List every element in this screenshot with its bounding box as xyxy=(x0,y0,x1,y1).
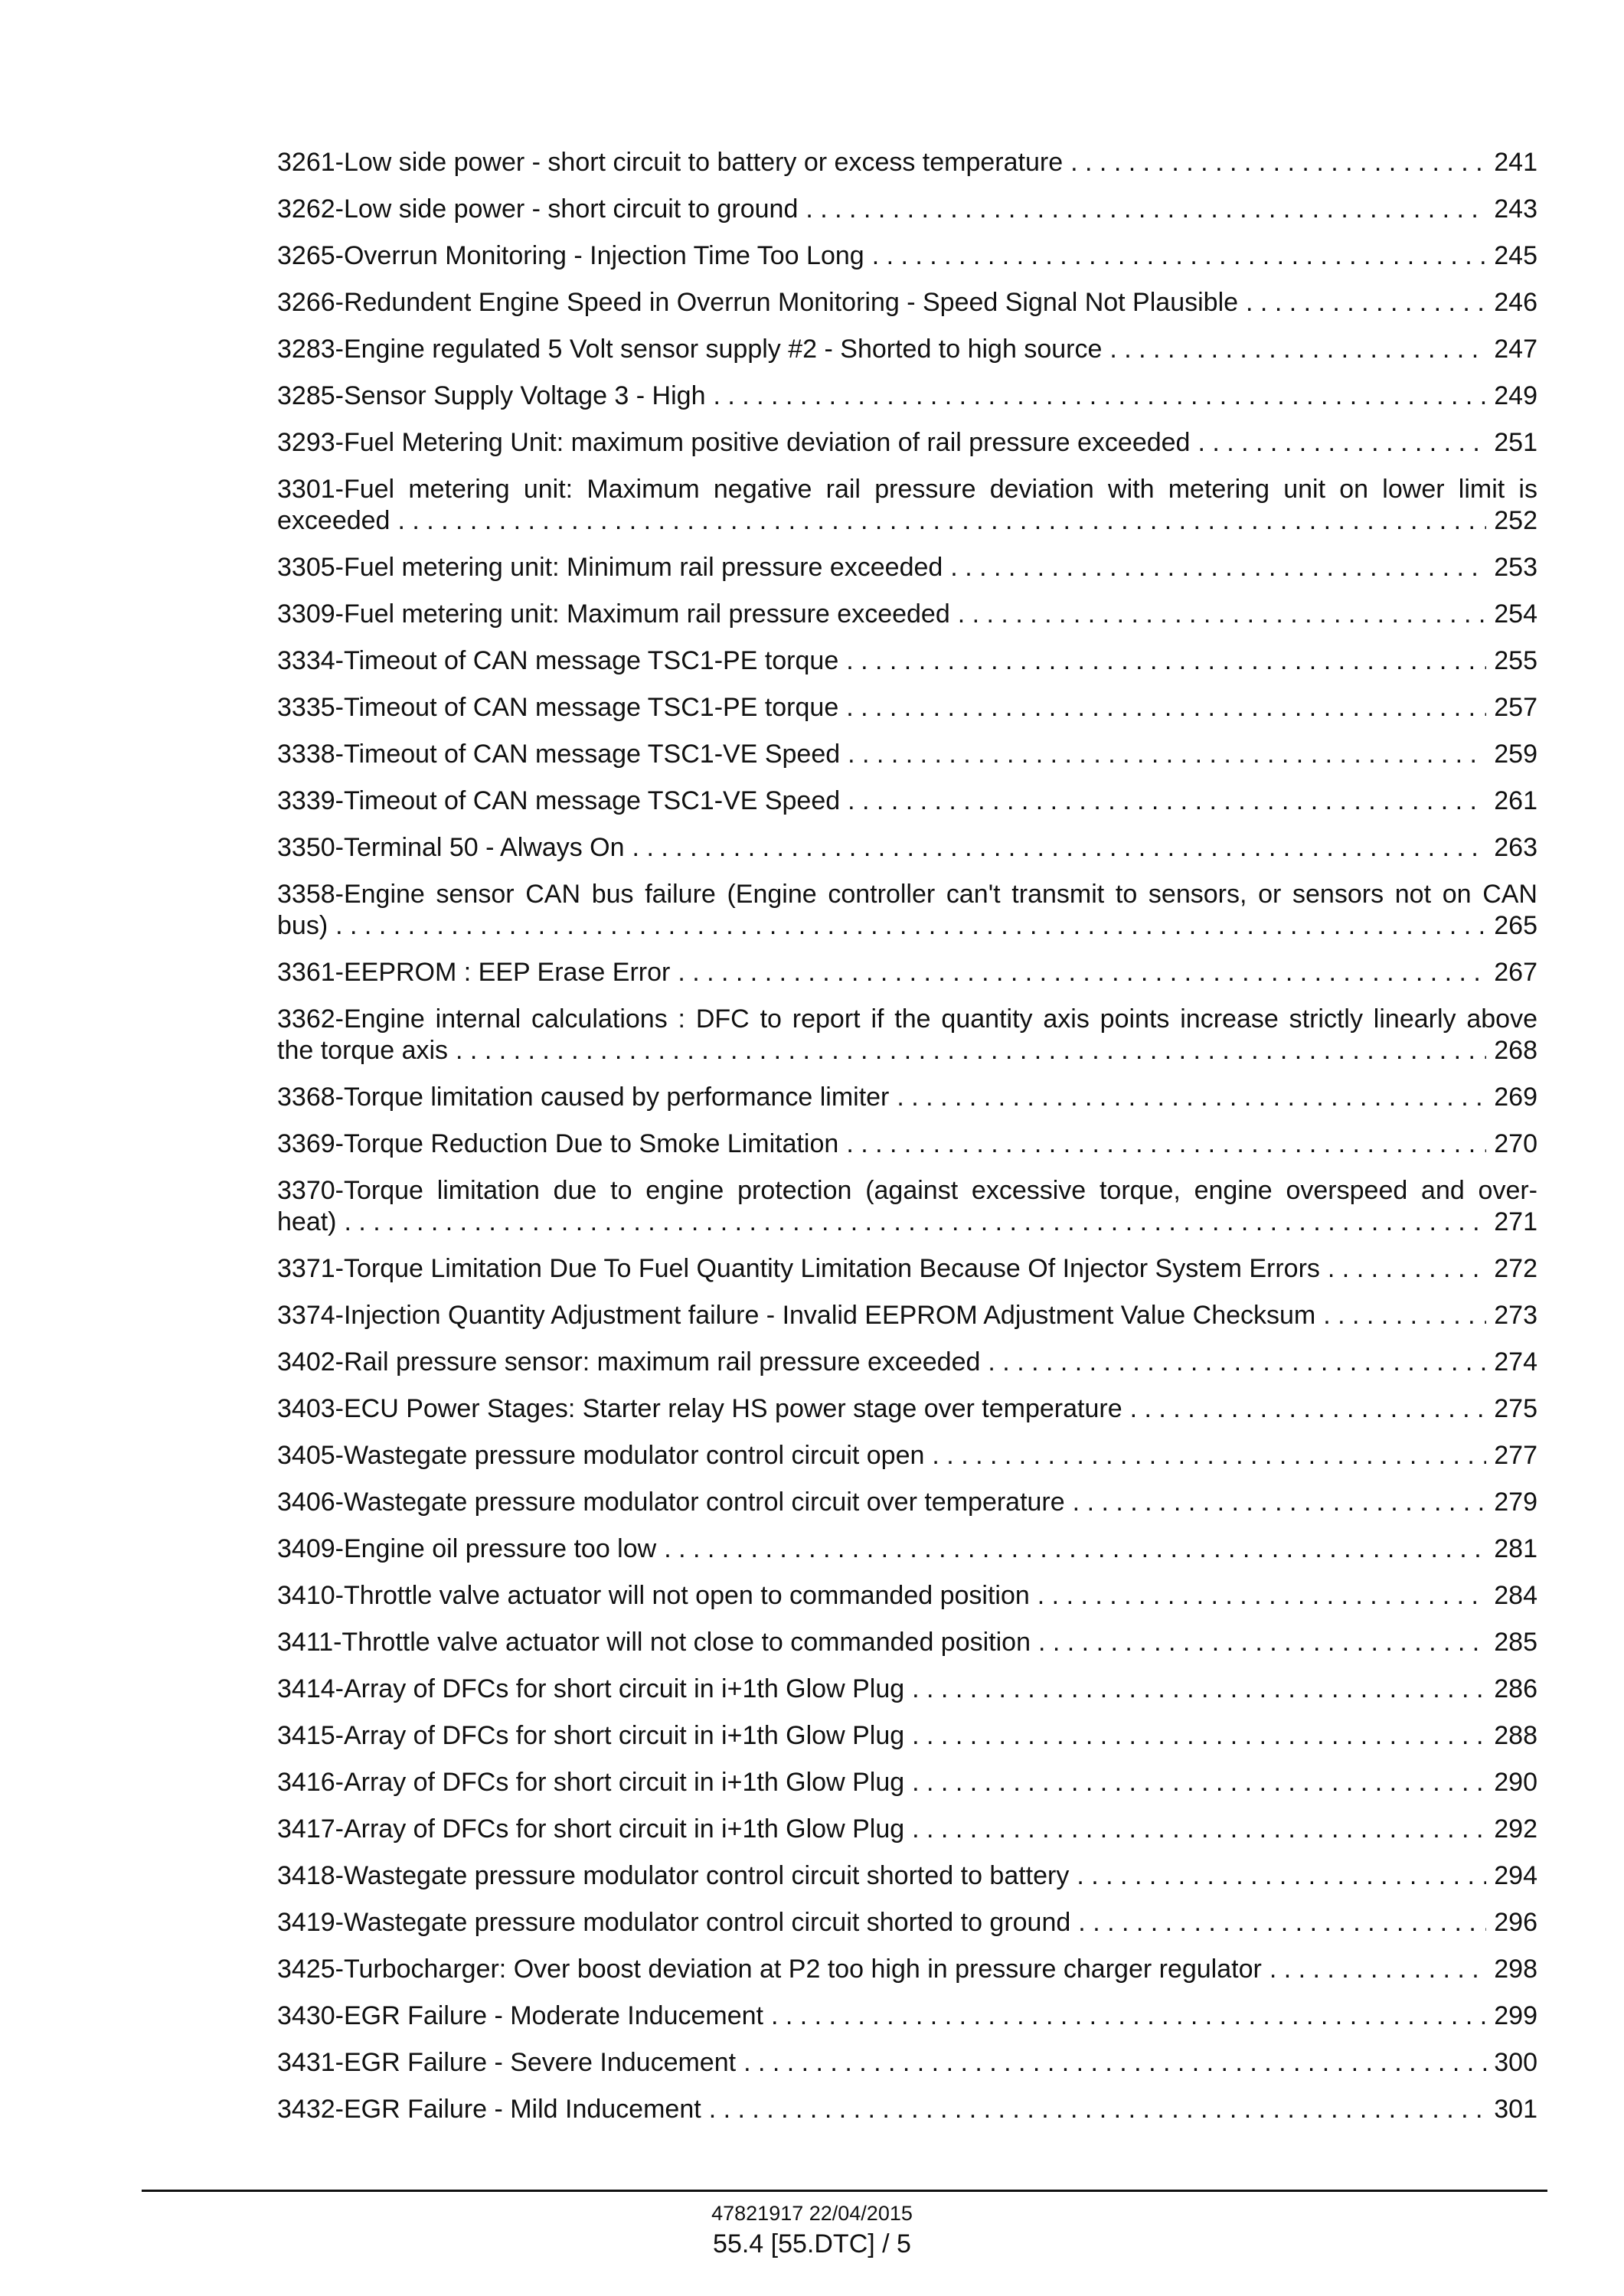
toc-entry[interactable] xyxy=(277,1300,1537,1331)
toc-entry-title: 3361-EEPROM : EEP Erase Error xyxy=(277,958,671,987)
dot-leader xyxy=(912,1674,1486,1705)
toc-entry-page-number: 251 xyxy=(1494,428,1537,457)
toc-entry[interactable] xyxy=(277,240,1537,272)
toc-entry[interactable] xyxy=(277,1627,1537,1658)
toc-entry[interactable] xyxy=(277,1533,1537,1565)
toc-entry-title: 3415-Array of DFCs for short circuit in i+1th Glow Plug xyxy=(277,1721,905,1750)
toc-entry[interactable] xyxy=(277,1175,1537,1238)
toc-entry-page-number: 270 xyxy=(1494,1129,1537,1158)
toc-entry-page-number: 286 xyxy=(1494,1674,1537,1703)
dot-leader xyxy=(678,957,1486,988)
toc-entry[interactable] xyxy=(277,2094,1537,2125)
toc-entry[interactable] xyxy=(277,1814,1537,1845)
toc-entry[interactable] xyxy=(277,1440,1537,1471)
toc-entry-page-number: 246 xyxy=(1494,288,1537,317)
dot-leader xyxy=(1073,1487,1487,1518)
toc-entry-title: 3305-Fuel metering unit: Minimum rail pressure exceeded xyxy=(277,553,943,582)
toc-entry[interactable] xyxy=(277,194,1537,225)
toc-entry-title: 3334-Timeout of CAN message TSC1-PE torque xyxy=(277,646,839,675)
dot-leader xyxy=(1323,1300,1486,1331)
toc-entry-page-number: 261 xyxy=(1494,786,1537,815)
toc-entry-title-line2: exceeded xyxy=(277,506,390,535)
dot-leader xyxy=(397,505,1486,537)
footer-document-info: 47821917 22/04/2015 xyxy=(711,2202,913,2225)
dot-leader xyxy=(912,1720,1486,1752)
dot-leader xyxy=(335,910,1486,942)
toc-entry-title: 3283-Engine regulated 5 Volt sensor supply #2 - Shorted to high source xyxy=(277,335,1103,364)
dot-leader xyxy=(912,1814,1486,1845)
toc-entry-page-number: 269 xyxy=(1494,1083,1537,1112)
toc-entry-page-number: 254 xyxy=(1494,599,1537,629)
toc-entry-page-number: 300 xyxy=(1494,2048,1537,2077)
footer-page-label: 55.4 [55.DTC] / 5 xyxy=(713,2229,911,2258)
toc-entry-title-line2: bus) xyxy=(277,911,328,940)
toc-entry-title: 3335-Timeout of CAN message TSC1-PE torque xyxy=(277,693,839,722)
toc-entry[interactable] xyxy=(277,1004,1537,1066)
toc-entry[interactable] xyxy=(277,1253,1537,1285)
dot-leader xyxy=(709,2094,1487,2125)
dot-leader xyxy=(848,739,1486,770)
toc-entry-title: 3266-Redundent Engine Speed in Overrun Monitoring - Speed Signal Not Plausible xyxy=(277,288,1239,317)
toc-entry-title-line1: 3362-Engine internal calculations : DFC to report if the quantity axis points increase strictly linearly above xyxy=(277,1004,1537,1034)
toc-entry-title: 3425-Turbocharger: Over boost deviation at P2 too high in pressure charger regulator xyxy=(277,1955,1262,1984)
toc-entry[interactable] xyxy=(277,1860,1537,1892)
toc-entry[interactable] xyxy=(277,692,1537,723)
dot-leader xyxy=(456,1035,1486,1066)
toc-entry[interactable] xyxy=(277,599,1537,630)
dot-leader xyxy=(1130,1393,1487,1425)
dot-leader xyxy=(1037,1580,1486,1612)
toc-entry-page-number: 257 xyxy=(1494,693,1537,722)
toc-entry-page-number: 255 xyxy=(1494,646,1537,675)
dot-leader xyxy=(1328,1253,1486,1285)
toc-entry[interactable] xyxy=(277,380,1537,412)
dot-leader xyxy=(958,599,1487,630)
toc-entry-title: 3414-Array of DFCs for short circuit in i+1th Glow Plug xyxy=(277,1674,905,1703)
toc-entry[interactable] xyxy=(277,474,1537,537)
toc-entry[interactable] xyxy=(277,552,1537,583)
toc-entry[interactable] xyxy=(277,1580,1537,1612)
toc-entry-page-number: 272 xyxy=(1494,1254,1537,1283)
toc-entry-page-number: 288 xyxy=(1494,1721,1537,1750)
dot-leader xyxy=(1038,1627,1486,1658)
dot-leader xyxy=(771,2000,1486,2032)
toc-entry-title: 3374-Injection Quantity Adjustment failure - Invalid EEPROM Adjustment Value Checksum xyxy=(277,1301,1316,1330)
toc-entry-page-number: 259 xyxy=(1494,740,1537,769)
toc-entry[interactable] xyxy=(277,1393,1537,1425)
toc-entry-title: 3371-Torque Limitation Due To Fuel Quantity Limitation Because Of Injector System Errors xyxy=(277,1254,1320,1283)
toc-entry-title-line2: heat) xyxy=(277,1207,337,1236)
toc-entry-page-number: 277 xyxy=(1494,1441,1537,1470)
toc-entry-page-number: 271 xyxy=(1494,1207,1537,1236)
toc-entry-page-number: 285 xyxy=(1494,1628,1537,1657)
toc-entry-page-number: 249 xyxy=(1494,381,1537,410)
dot-leader xyxy=(932,1440,1486,1471)
toc-entry[interactable] xyxy=(277,1487,1537,1518)
toc-entry-page-number: 241 xyxy=(1494,148,1537,177)
dot-leader xyxy=(1246,287,1486,318)
toc-entry[interactable] xyxy=(277,739,1537,770)
toc-entry-page-number: 263 xyxy=(1494,833,1537,862)
toc-entry[interactable] xyxy=(277,879,1537,942)
toc-entry[interactable] xyxy=(277,1082,1537,1113)
toc-entry-page-number: 253 xyxy=(1494,553,1537,582)
toc-entry[interactable] xyxy=(277,1954,1537,1985)
toc-entry-title: 3339-Timeout of CAN message TSC1-VE Speed xyxy=(277,786,841,815)
toc-entry-title-line1: 3358-Engine sensor CAN bus failure (Engine controller can't transmit to sensors, or sensors not on CAN xyxy=(277,880,1537,909)
toc-entry-title: 3411-Throttle valve actuator will not close to commanded position xyxy=(277,1628,1031,1657)
toc-entry-title: 3350-Terminal 50 - Always On xyxy=(277,833,625,862)
toc-entry-title: 3369-Torque Reduction Due to Smoke Limitation xyxy=(277,1129,839,1158)
toc-entry-page-number: 298 xyxy=(1494,1955,1537,1984)
dot-leader xyxy=(846,645,1486,677)
dot-leader xyxy=(743,2047,1486,2079)
toc-entry-page-number: 247 xyxy=(1494,335,1537,364)
toc-entry-page-number: 268 xyxy=(1494,1036,1537,1065)
toc-entry[interactable] xyxy=(277,1767,1537,1798)
footer-divider xyxy=(142,2190,1547,2192)
toc-entry-title: 3405-Wastegate pressure modulator control circuit open xyxy=(277,1441,925,1470)
dot-leader xyxy=(345,1207,1487,1238)
dot-leader xyxy=(846,692,1486,723)
dot-leader xyxy=(988,1347,1486,1378)
toc-entry-page-number: 279 xyxy=(1494,1488,1537,1517)
toc-entry-title: 3431-EGR Failure - Severe Inducement xyxy=(277,2048,737,2077)
toc-entry-page-number: 275 xyxy=(1494,1394,1537,1423)
toc-entry-title: 3416-Array of DFCs for short circuit in i+1th Glow Plug xyxy=(277,1768,905,1797)
toc-entry-title: 3262-Low side power - short circuit to ground xyxy=(277,194,799,224)
dot-leader xyxy=(1070,147,1486,178)
dot-leader xyxy=(805,194,1486,225)
toc-entry-page-number: 299 xyxy=(1494,2001,1537,2030)
toc-entry-page-number: 252 xyxy=(1494,506,1537,535)
toc-entry-page-number: 273 xyxy=(1494,1301,1537,1330)
toc-entry-title: 3265-Overrun Monitoring - Injection Time Too Long xyxy=(277,241,864,270)
toc-entry[interactable] xyxy=(277,1128,1537,1160)
dot-leader xyxy=(1077,1860,1486,1892)
toc-entry-title: 3419-Wastegate pressure modulator control circuit shorted to ground xyxy=(277,1908,1071,1937)
toc-entry-page-number: 267 xyxy=(1494,958,1537,987)
dot-leader xyxy=(1109,334,1486,365)
toc-entry[interactable] xyxy=(277,334,1537,365)
toc-entry-title: 3402-Rail pressure sensor: maximum rail pressure exceeded xyxy=(277,1347,981,1377)
toc-entry-page-number: 265 xyxy=(1494,911,1537,940)
dot-leader xyxy=(1198,427,1486,459)
table-of-contents xyxy=(277,147,1537,2141)
dot-leader xyxy=(1078,1907,1486,1938)
toc-entry[interactable] xyxy=(277,785,1537,817)
toc-entry[interactable] xyxy=(277,1674,1537,1705)
toc-entry[interactable] xyxy=(277,957,1537,988)
toc-entry-title: 3410-Throttle valve actuator will not open to commanded position xyxy=(277,1581,1030,1610)
toc-entry-page-number: 296 xyxy=(1494,1908,1537,1937)
toc-entry[interactable] xyxy=(277,287,1537,318)
dot-leader xyxy=(950,552,1486,583)
toc-entry-title-line2: the torque axis xyxy=(277,1036,449,1065)
toc-entry-page-number: 301 xyxy=(1494,2095,1537,2124)
toc-entry[interactable] xyxy=(277,2047,1537,2079)
toc-entry-page-number: 292 xyxy=(1494,1814,1537,1844)
toc-entry[interactable] xyxy=(277,147,1537,178)
toc-entry-title: 3406-Wastegate pressure modulator control circuit over temperature xyxy=(277,1488,1065,1517)
dot-leader xyxy=(1269,1954,1486,1985)
toc-entry-title-line1: 3370-Torque limitation due to engine protection (against excessive torque, engine overspeed and over- xyxy=(277,1176,1537,1205)
toc-entry-page-number: 281 xyxy=(1494,1534,1537,1563)
toc-entry[interactable] xyxy=(277,645,1537,677)
toc-entry-page-number: 284 xyxy=(1494,1581,1537,1610)
toc-entry-title: 3293-Fuel Metering Unit: maximum positive deviation of rail pressure exceeded xyxy=(277,428,1191,457)
toc-entry-title: 3417-Array of DFCs for short circuit in i+1th Glow Plug xyxy=(277,1814,905,1844)
toc-entry-title-line1: 3301-Fuel metering unit: Maximum negative rail pressure deviation with metering unit on lower limit is xyxy=(277,475,1537,504)
toc-entry[interactable] xyxy=(277,1720,1537,1752)
dot-leader xyxy=(897,1082,1486,1113)
toc-entry-title: 3430-EGR Failure - Moderate Inducement xyxy=(277,2001,763,2030)
dot-leader xyxy=(912,1767,1486,1798)
toc-entry[interactable] xyxy=(277,1347,1537,1378)
toc-entry-title: 3368-Torque limitation caused by performance limiter xyxy=(277,1083,890,1112)
dot-leader xyxy=(664,1533,1486,1565)
toc-entry-page-number: 245 xyxy=(1494,241,1537,270)
toc-entry[interactable] xyxy=(277,832,1537,864)
toc-entry-title: 3418-Wastegate pressure modulator control circuit shorted to battery xyxy=(277,1861,1070,1890)
toc-entry-title: 3403-ECU Power Stages: Starter relay HS power stage over temperature xyxy=(277,1394,1122,1423)
dot-leader xyxy=(872,240,1487,272)
dot-leader xyxy=(713,380,1486,412)
toc-entry-page-number: 243 xyxy=(1494,194,1537,224)
toc-entry-page-number: 274 xyxy=(1494,1347,1537,1377)
toc-entry-title: 3285-Sensor Supply Voltage 3 - High xyxy=(277,381,706,410)
toc-entry[interactable] xyxy=(277,1907,1537,1938)
dot-leader xyxy=(848,785,1486,817)
toc-entry-page-number: 290 xyxy=(1494,1768,1537,1797)
toc-entry-title: 3338-Timeout of CAN message TSC1-VE Speed xyxy=(277,740,841,769)
dot-leader xyxy=(632,832,1487,864)
toc-entry-title: 3432-EGR Failure - Mild Inducement xyxy=(277,2095,701,2124)
toc-entry-title: 3409-Engine oil pressure too low xyxy=(277,1534,657,1563)
toc-entry-title: 3309-Fuel metering unit: Maximum rail pressure exceeded xyxy=(277,599,950,629)
toc-entry-title: 3261-Low side power - short circuit to battery or excess temperature xyxy=(277,148,1064,177)
toc-entry-page-number: 294 xyxy=(1494,1861,1537,1890)
toc-entry[interactable] xyxy=(277,427,1537,459)
dot-leader xyxy=(846,1128,1486,1160)
toc-entry[interactable] xyxy=(277,2000,1537,2032)
